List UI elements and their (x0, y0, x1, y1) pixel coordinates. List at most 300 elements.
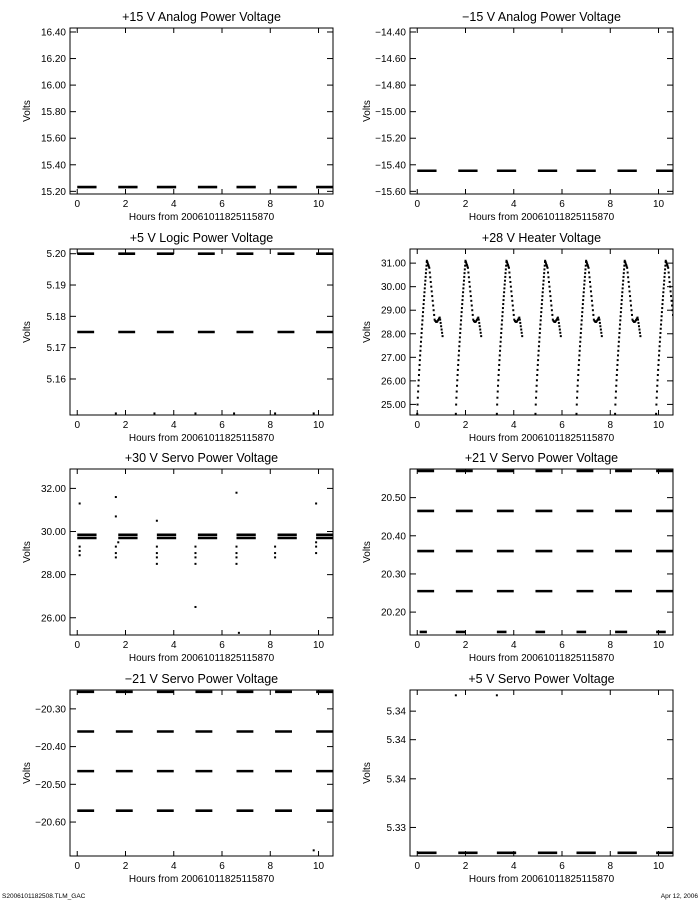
data-point (509, 276, 511, 278)
data-point (115, 496, 117, 498)
data-point (479, 329, 481, 331)
data-point (628, 281, 630, 283)
data-point (455, 404, 457, 406)
data-point (440, 325, 442, 327)
data-point (274, 556, 276, 558)
data-point (315, 541, 317, 543)
data-point (592, 314, 594, 316)
y-tick-label: 5.20 (46, 249, 66, 261)
data-point (313, 412, 315, 414)
data-point (416, 413, 418, 415)
chart-title: −15 V Analog Power Voltage (462, 10, 621, 24)
data-point (590, 290, 592, 292)
data-point (551, 309, 553, 311)
y-tick-label: 16.40 (40, 27, 66, 39)
data-point (431, 295, 433, 297)
x-tick-label: 4 (510, 640, 517, 651)
data-point (417, 385, 419, 387)
data-point (543, 268, 545, 270)
data-point (662, 291, 664, 293)
data-point (469, 290, 471, 292)
data-point (79, 502, 81, 504)
x-axis-label: Hours from 20061011825115870 (468, 433, 615, 444)
data-point (511, 295, 513, 297)
data-point (668, 272, 670, 274)
data-point (315, 552, 317, 554)
data-point (599, 322, 601, 324)
chart-panel (22, 231, 333, 444)
data-point (664, 276, 666, 278)
data-point (547, 272, 549, 274)
x-tick-label: 6 (219, 861, 225, 872)
data-point (543, 272, 545, 274)
data-point (637, 322, 639, 324)
x-tick-label: 4 (510, 861, 517, 872)
data-point (626, 267, 628, 269)
data-point (591, 300, 593, 302)
y-tick-label: 15.60 (40, 133, 66, 145)
data-point (79, 550, 81, 552)
y-tick-label: −15.20 (375, 133, 406, 145)
data-point (505, 272, 507, 274)
x-axis-label: Hours from 20061011825115870 (468, 874, 615, 885)
chart-title: −21 V Servo Power Voltage (124, 672, 279, 686)
y-tick-label: −20.40 (35, 742, 66, 754)
data-point (629, 290, 631, 292)
data-point (497, 379, 499, 381)
data-point (679, 325, 681, 327)
data-point (315, 546, 317, 548)
data-point (578, 369, 580, 371)
data-point (637, 319, 639, 321)
data-point (457, 364, 459, 366)
data-point (471, 305, 473, 307)
data-point (620, 315, 622, 317)
data-point (194, 563, 196, 565)
data-point (498, 359, 500, 361)
data-point (500, 328, 502, 330)
data-point (631, 314, 633, 316)
data-point (580, 324, 582, 326)
y-axis-label: Volts (22, 541, 33, 563)
data-point (422, 311, 424, 313)
data-point (419, 359, 421, 361)
data-point (616, 364, 618, 366)
data-point (461, 307, 463, 309)
data-point (584, 276, 586, 278)
y-tick-label: −14.40 (375, 27, 406, 39)
data-point (459, 336, 461, 338)
data-point (441, 332, 443, 334)
data-point (499, 345, 501, 347)
data-point (674, 321, 676, 323)
data-point (588, 272, 590, 274)
data-point (557, 319, 559, 321)
data-point (504, 276, 506, 278)
data-point (496, 404, 498, 406)
x-tick-label: 0 (414, 420, 421, 431)
data-point (534, 413, 536, 415)
data-point (460, 324, 462, 326)
data-point (425, 268, 427, 270)
data-point (274, 552, 276, 554)
x-axis-label: Hours from 20061011825115870 (128, 212, 275, 223)
data-point (578, 354, 580, 356)
chart-panel (22, 10, 333, 223)
data-point (464, 268, 466, 270)
data-point (615, 397, 617, 399)
data-point (657, 374, 659, 376)
x-tick-label: 4 (170, 861, 177, 872)
data-point (421, 328, 423, 330)
data-point (659, 345, 661, 347)
data-point (429, 272, 431, 274)
data-point (619, 319, 621, 321)
data-point (520, 325, 522, 327)
data-point (513, 314, 515, 316)
data-point (519, 322, 521, 324)
data-point (498, 369, 500, 371)
data-point (655, 404, 657, 406)
data-point (469, 286, 471, 288)
data-point (638, 329, 640, 331)
data-point (420, 345, 422, 347)
data-point (557, 317, 559, 319)
data-point (661, 307, 663, 309)
data-point (628, 286, 630, 288)
data-point (580, 336, 582, 338)
data-point (505, 265, 507, 267)
x-tick-label: 10 (312, 199, 325, 210)
data-point (581, 311, 583, 313)
data-point (630, 305, 632, 307)
data-point (661, 303, 663, 305)
chart-panel (362, 672, 673, 885)
data-point (659, 336, 661, 338)
y-tick-label: 20.30 (380, 569, 406, 581)
data-point (540, 315, 542, 317)
data-point (433, 314, 435, 316)
data-point (619, 328, 621, 330)
data-point (630, 309, 632, 311)
data-point (461, 303, 463, 305)
data-point (655, 413, 657, 415)
data-point (541, 307, 543, 309)
y-tick-label: −15.60 (375, 186, 406, 198)
data-point (539, 324, 541, 326)
data-point (560, 335, 562, 337)
data-point (559, 332, 561, 334)
data-point (630, 300, 632, 302)
data-point (598, 317, 600, 319)
x-axis-label: Hours from 20061011825115870 (468, 212, 615, 223)
y-tick-label: 31.00 (380, 258, 406, 270)
data-point (468, 276, 470, 278)
data-point (576, 391, 578, 393)
data-point (671, 300, 673, 302)
data-point (235, 563, 237, 565)
chart-title: +28 V Heater Voltage (481, 231, 602, 245)
data-point (540, 311, 542, 313)
data-point (500, 341, 502, 343)
data-point (621, 295, 623, 297)
data-point (656, 397, 658, 399)
chart-panel (362, 451, 673, 664)
data-point (421, 332, 423, 334)
x-tick-label: 0 (414, 640, 421, 651)
data-point (417, 397, 419, 399)
data-point (471, 309, 473, 311)
data-point (575, 413, 577, 415)
y-tick-label: 5.17 (46, 343, 66, 355)
x-tick-label: 4 (170, 420, 177, 431)
chart-panel (22, 672, 333, 885)
data-point (419, 354, 421, 356)
data-point (676, 319, 678, 321)
data-point (419, 350, 421, 352)
y-axis-label: Volts (22, 100, 33, 122)
data-point (423, 303, 425, 305)
data-point (660, 319, 662, 321)
data-point (470, 295, 472, 297)
x-tick-label: 2 (122, 640, 129, 651)
data-point (420, 336, 422, 338)
data-point (591, 305, 593, 307)
data-point (663, 287, 665, 289)
data-point (455, 397, 457, 399)
data-point (622, 287, 624, 289)
data-point (637, 317, 639, 319)
data-point (585, 265, 587, 267)
data-point (617, 354, 619, 356)
data-point (462, 295, 464, 297)
data-point (656, 391, 658, 393)
x-tick-label: 6 (219, 420, 225, 431)
data-point (504, 284, 506, 286)
y-tick-label: 5.18 (46, 311, 66, 323)
y-tick-label: 30.00 (380, 282, 406, 294)
y-tick-label: 15.20 (40, 186, 66, 198)
data-point (661, 311, 663, 313)
data-point (235, 556, 237, 558)
chart-title: +21 V Servo Power Voltage (464, 451, 619, 465)
data-point (548, 281, 550, 283)
y-tick-label: −14.80 (375, 80, 406, 92)
data-point (669, 281, 671, 283)
data-point (600, 332, 602, 334)
data-point (579, 341, 581, 343)
data-point (472, 314, 474, 316)
data-point (680, 332, 682, 334)
data-point (503, 287, 505, 289)
chart-title: +5 V Logic Power Voltage (129, 231, 274, 245)
data-point (584, 268, 586, 270)
data-point (480, 335, 482, 337)
data-point (156, 552, 158, 554)
x-tick-label: 0 (414, 861, 421, 872)
data-point (543, 280, 545, 282)
y-axis-label: Volts (22, 321, 33, 343)
data-point (582, 295, 584, 297)
data-point (679, 329, 681, 331)
data-point (547, 267, 549, 269)
data-point (677, 318, 679, 320)
data-point (510, 286, 512, 288)
data-point (583, 287, 585, 289)
x-axis-label: Hours from 20061011825115870 (468, 653, 615, 664)
data-point (423, 295, 425, 297)
data-point (678, 319, 680, 321)
data-point (629, 295, 631, 297)
x-tick-label: 4 (170, 199, 177, 210)
data-layer (417, 471, 673, 632)
x-tick-label: 8 (267, 420, 274, 431)
data-point (194, 556, 196, 558)
data-point (675, 320, 677, 322)
y-tick-label: −15.40 (375, 160, 406, 172)
data-point (614, 413, 616, 415)
data-point (589, 281, 591, 283)
data-point (457, 359, 459, 361)
footer-left: S2006101182508.TLM_GAC (2, 893, 86, 900)
data-point (579, 350, 581, 352)
y-tick-label: 26.00 (380, 376, 406, 388)
data-point (464, 272, 466, 274)
data-point (623, 272, 625, 274)
data-point (627, 276, 629, 278)
data-point (426, 265, 428, 267)
data-point (621, 299, 623, 301)
data-point (418, 374, 420, 376)
data-point (422, 315, 424, 317)
data-point (418, 379, 420, 381)
data-point (659, 332, 661, 334)
y-tick-label: 5.34 (386, 735, 406, 747)
data-point (512, 305, 514, 307)
plot-frame (410, 249, 673, 415)
data-point (464, 265, 466, 267)
data-point (662, 295, 664, 297)
data-point (673, 320, 675, 322)
data-point (421, 319, 423, 321)
data-point (463, 276, 465, 278)
x-tick-label: 8 (267, 199, 274, 210)
data-layer (77, 492, 333, 634)
data-point (455, 694, 457, 696)
data-point (430, 281, 432, 283)
data-point (424, 280, 426, 282)
data-point (548, 286, 550, 288)
data-point (467, 272, 469, 274)
data-point (615, 385, 617, 387)
data-point (457, 369, 459, 371)
data-point (432, 305, 434, 307)
data-point (579, 345, 581, 347)
data-point (313, 849, 315, 851)
data-point (496, 397, 498, 399)
data-point (462, 287, 464, 289)
plot-frame (70, 469, 333, 635)
data-point (510, 290, 512, 292)
data-point (194, 606, 196, 608)
data-point (432, 300, 434, 302)
data-point (668, 276, 670, 278)
data-point (509, 281, 511, 283)
data-point (235, 546, 237, 548)
data-point (115, 546, 117, 548)
data-layer (417, 694, 673, 853)
data-point (580, 328, 582, 330)
data-point (670, 295, 672, 297)
data-point (467, 267, 469, 269)
data-point (274, 546, 276, 548)
data-point (590, 295, 592, 297)
data-point (498, 374, 500, 376)
data-point (156, 563, 158, 565)
data-point (600, 329, 602, 331)
data-point (658, 350, 660, 352)
y-tick-label: 15.40 (40, 160, 66, 172)
data-point (657, 364, 659, 366)
x-tick-label: 0 (414, 199, 421, 210)
data-point (503, 295, 505, 297)
x-tick-label: 8 (607, 861, 614, 872)
data-point (156, 520, 158, 522)
y-tick-label: 5.16 (46, 374, 66, 386)
data-point (670, 290, 672, 292)
data-point (460, 315, 462, 317)
data-point (497, 385, 499, 387)
data-point (521, 335, 523, 337)
x-tick-label: 6 (219, 640, 225, 651)
data-point (502, 311, 504, 313)
data-point (433, 309, 435, 311)
data-point (115, 556, 117, 558)
y-tick-label: 28.00 (40, 570, 66, 582)
data-point (79, 546, 81, 548)
data-point (615, 391, 617, 393)
data-point (588, 267, 590, 269)
data-point (584, 280, 586, 282)
data-point (508, 272, 510, 274)
data-point (539, 332, 541, 334)
data-point (458, 345, 460, 347)
data-point (156, 556, 158, 558)
x-axis-label: Hours from 20061011825115870 (128, 653, 275, 664)
x-tick-label: 0 (74, 861, 81, 872)
data-point (601, 335, 603, 337)
data-point (671, 305, 673, 307)
data-point (478, 322, 480, 324)
data-point (499, 354, 501, 356)
data-point (669, 286, 671, 288)
data-point (623, 268, 625, 270)
data-point (660, 324, 662, 326)
y-tick-label: 26.00 (40, 613, 66, 625)
data-point (521, 332, 523, 334)
data-point (589, 276, 591, 278)
x-tick-label: 10 (312, 420, 325, 431)
y-tick-label: 20.40 (380, 531, 406, 543)
data-point (542, 284, 544, 286)
y-tick-label: 25.00 (380, 399, 406, 411)
data-point (519, 319, 521, 321)
x-tick-label: 10 (652, 420, 665, 431)
data-point (581, 319, 583, 321)
data-point (115, 515, 117, 517)
data-point (459, 328, 461, 330)
data-point (505, 268, 507, 270)
